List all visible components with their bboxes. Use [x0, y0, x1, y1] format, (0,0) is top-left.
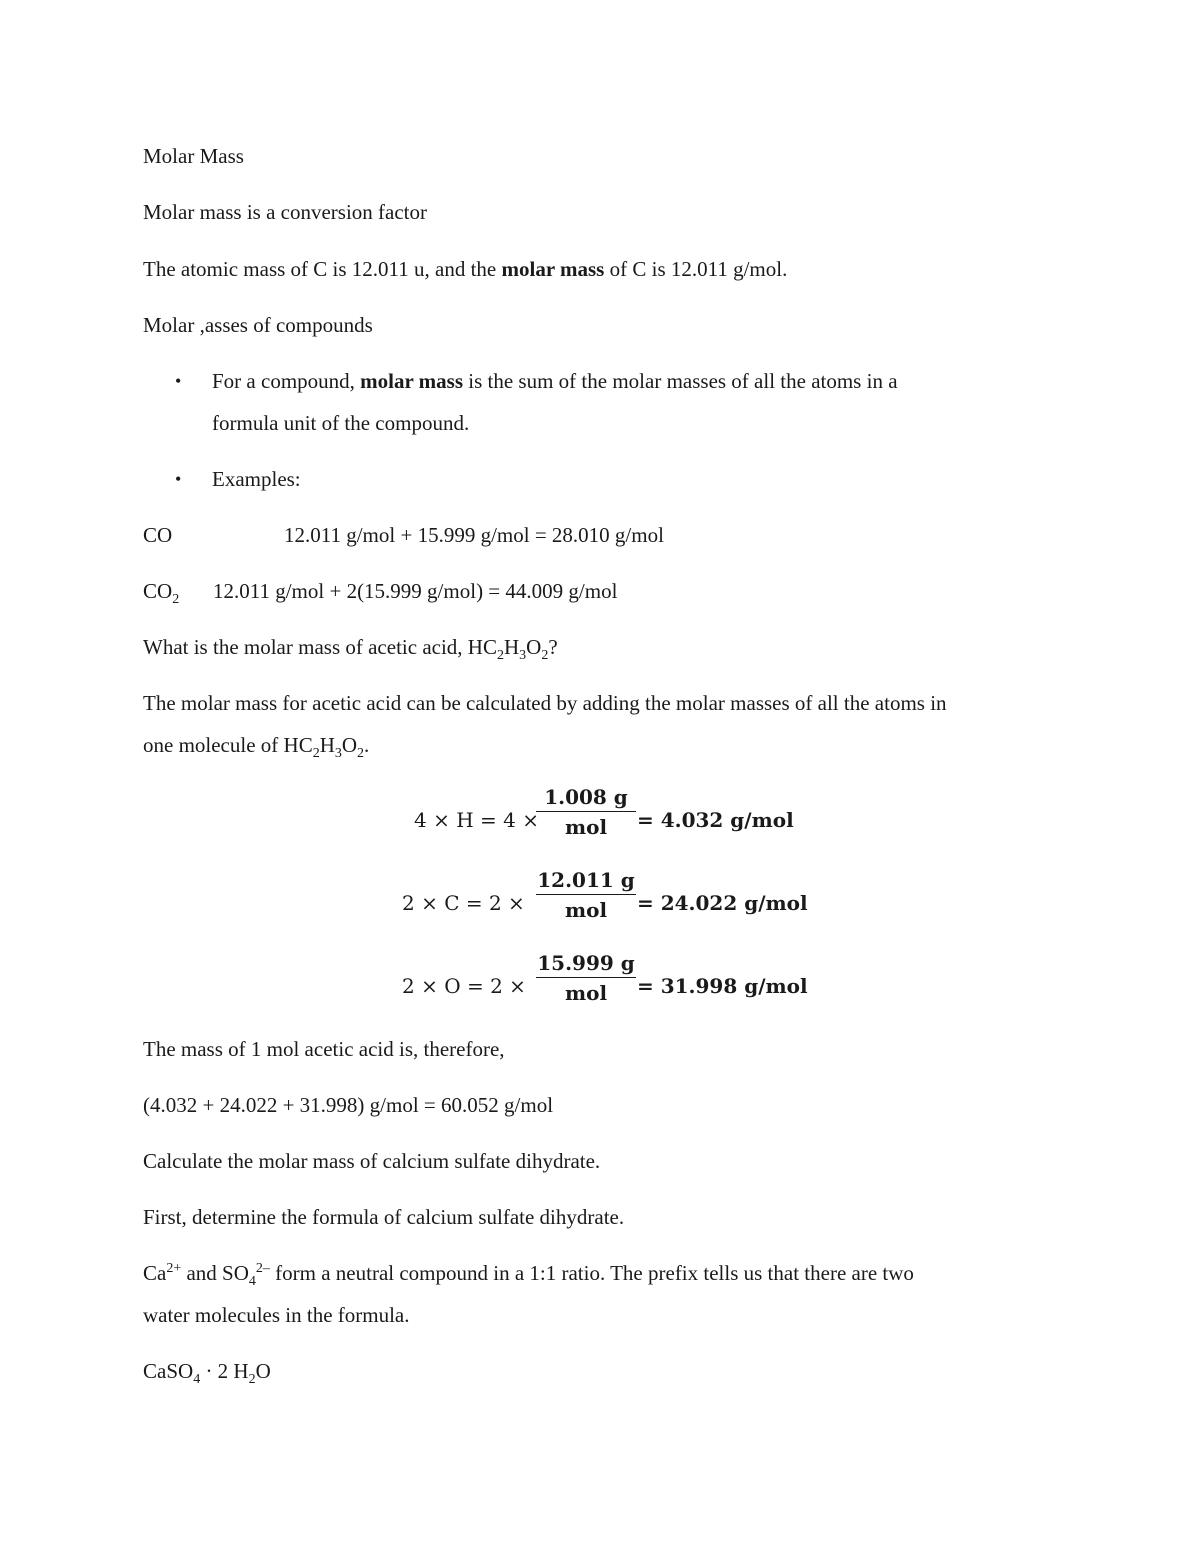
- fraction-numerator: 15.999 g: [537, 951, 635, 975]
- equation-rhs: = 31.998 g/mol: [637, 974, 808, 998]
- first-step: First, determine the formula of calcium sulfate dihydrate.: [143, 1205, 625, 1229]
- compounds-heading: Molar ,asses of compounds: [143, 313, 373, 337]
- fraction-bar: [536, 811, 636, 812]
- equation-rhs: = 24.022 g/mol: [637, 891, 808, 915]
- example-co-calc: 12.011 g/mol + 15.999 g/mol = 28.010 g/mol: [284, 523, 664, 547]
- subheading: Molar mass is a conversion factor: [143, 200, 428, 224]
- equation-rhs: = 4.032 g/mol: [637, 808, 794, 832]
- explanation-line2: one molecule of $HC_2H_3O_2$.: [143, 733, 370, 762]
- example-co-formula: CO: [143, 523, 173, 547]
- bullet-2-text: Examples:: [212, 467, 301, 491]
- equation-carbon: [0, 867, 1200, 937]
- fraction-bar: [536, 977, 636, 978]
- bullet-1-marker: •: [175, 371, 182, 391]
- bullet-1-text-line2: formula unit of the compound.: [212, 411, 470, 435]
- example-co2-formula: $CO_2$: [143, 579, 180, 608]
- question-acetic-acid: What is the molar mass of acetic acid, $HC_2H_3O_2$?: [143, 635, 558, 664]
- example-co2-calc: 12.011 g/mol + 2(15.999 g/mol) = 44.009 g/mol: [213, 579, 618, 603]
- equation-fraction: [536, 784, 636, 840]
- fraction-numerator: 12.011 g: [537, 868, 635, 892]
- explanation-line1: The molar mass for acetic acid can be calculated by adding the molar masses of all the atoms in: [143, 691, 947, 715]
- equation-lhs: 4 × H = 4 ×: [414, 808, 539, 832]
- equation-lhs: 2 × O = 2 ×: [402, 974, 526, 998]
- equation-hydrogen: [0, 784, 1200, 854]
- bullet-2-marker: •: [175, 469, 182, 489]
- mass-sentence: The mass of 1 mol acetic acid is, therefore,: [143, 1037, 505, 1061]
- equation-fraction: [536, 950, 636, 1006]
- equation-fraction: [536, 867, 636, 923]
- equation-oxygen: [0, 950, 1200, 1020]
- ions-sentence: $Ca^{2+}$ and $SO_4^{2-}$ form a neutral compound in a 1:1 ratio. The prefix tells us that there are two: [143, 1261, 914, 1290]
- fraction-numerator: 1.008 g: [544, 785, 628, 809]
- atomic-mass-sentence: The atomic mass of C is 12.011 u, and the molar mass of C is 12.011 g/mol.: [143, 257, 788, 281]
- equation-lhs: 2 × C = 2 ×: [402, 891, 525, 915]
- ions-sentence-line2: water molecules in the formula.: [143, 1303, 410, 1327]
- question-calcium-sulfate: Calculate the molar mass of calcium sulfate dihydrate.: [143, 1149, 601, 1173]
- heading: Molar Mass: [143, 144, 244, 168]
- sum-line: (4.032 + 24.022 + 31.998) g/mol = 60.052 g/mol: [143, 1093, 554, 1117]
- final-formula: CaSO$_4$ · 2 $H_2O$: [143, 1359, 271, 1388]
- fraction-bar: [536, 894, 636, 895]
- bullet-1-text: For a compound, molar mass is the sum of the molar masses of all the atoms in a: [212, 369, 898, 393]
- fraction-denominator: mol: [564, 898, 608, 922]
- fraction-denominator: mol: [564, 981, 608, 1005]
- fraction-denominator: mol: [564, 815, 608, 839]
